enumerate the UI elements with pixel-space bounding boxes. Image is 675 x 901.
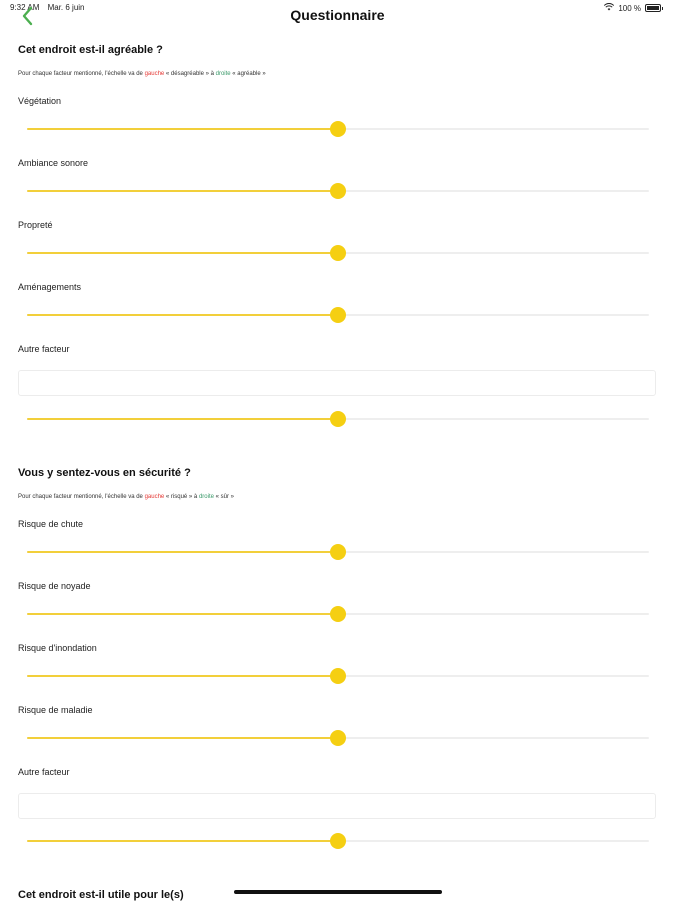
hint-mid: « risqué » à	[164, 494, 199, 500]
label-amenagements: Aménagements	[18, 282, 82, 292]
slider-fill	[27, 613, 338, 615]
page-title: Questionnaire	[290, 7, 385, 23]
hint-left-word: gauche	[144, 494, 165, 500]
slider-fill	[27, 551, 338, 553]
label-risque-maladie: Risque de maladie	[18, 705, 93, 715]
hint-mid: « désagréable » à	[164, 71, 216, 77]
hint-prefix: Pour chaque facteur mentionné, l'échelle va de	[18, 494, 145, 500]
slider-thumb[interactable]	[330, 833, 346, 849]
slider-thumb[interactable]	[330, 183, 346, 199]
label-risque-inondation: Risque d'inondation	[18, 643, 97, 653]
slider-fill	[27, 190, 338, 192]
hint-right-word: droite	[215, 71, 231, 77]
slider-risque-inondation[interactable]	[27, 667, 649, 685]
section-title-utile: Cet endroit est-il utile pour le(s)	[18, 889, 184, 901]
slider-fill	[27, 128, 338, 130]
slider-thumb[interactable]	[330, 245, 346, 261]
slider-thumb[interactable]	[330, 544, 346, 560]
hint-left-word: gauche	[144, 71, 165, 77]
slider-ambiance-sonore[interactable]	[27, 182, 649, 200]
slider-thumb[interactable]	[330, 668, 346, 684]
navigation-bar	[0, 0, 675, 34]
status-time: 9:32 AM	[10, 3, 40, 12]
slider-thumb[interactable]	[330, 730, 346, 746]
home-indicator	[234, 890, 442, 894]
label-autre-facteur: Autre facteur	[18, 767, 70, 777]
slider-thumb[interactable]	[330, 307, 346, 323]
slider-risque-maladie[interactable]	[27, 729, 649, 747]
slider-thumb[interactable]	[330, 121, 346, 137]
slider-vegetation[interactable]	[27, 120, 649, 138]
autre-facteur-input[interactable]	[18, 370, 656, 396]
slider-autre-facteur[interactable]	[27, 832, 649, 850]
slider-autre-facteur[interactable]	[27, 410, 649, 428]
hint-suffix: « sûr »	[213, 494, 234, 500]
section-title-agreable: Cet endroit est-il agréable ?	[18, 44, 163, 56]
hint-right-word: droite	[198, 494, 214, 500]
slider-fill	[27, 737, 338, 739]
slider-fill	[27, 840, 338, 842]
slider-risque-noyade[interactable]	[27, 605, 649, 623]
section-title-securite: Vous y sentez-vous en sécurité ?	[18, 467, 191, 479]
label-ambiance-sonore: Ambiance sonore	[18, 158, 89, 168]
slider-fill	[27, 675, 338, 677]
slider-risque-chute[interactable]	[27, 543, 649, 561]
label-risque-chute: Risque de chute	[18, 519, 84, 529]
slider-thumb[interactable]	[330, 411, 346, 427]
label-risque-noyade: Risque de noyade	[18, 581, 91, 591]
slider-amenagements[interactable]	[27, 306, 649, 324]
autre-facteur-input[interactable]	[18, 793, 656, 819]
hint-prefix: Pour chaque facteur mentionné, l'échelle va de	[18, 71, 145, 77]
status-date: Mar. 6 juin	[47, 3, 85, 12]
label-vegetation: Végétation	[18, 96, 62, 106]
hint-suffix: « agréable »	[230, 71, 266, 77]
scale-hint-agreable	[18, 71, 266, 77]
slider-fill	[27, 418, 338, 420]
battery-percent: 100 %	[618, 3, 641, 13]
label-autre-facteur: Autre facteur	[18, 344, 70, 354]
slider-proprete[interactable]	[27, 244, 649, 262]
slider-thumb[interactable]	[330, 606, 346, 622]
scale-hint-securite	[18, 494, 234, 500]
label-proprete: Propreté	[18, 220, 53, 230]
slider-fill	[27, 252, 338, 254]
slider-fill	[27, 314, 338, 316]
